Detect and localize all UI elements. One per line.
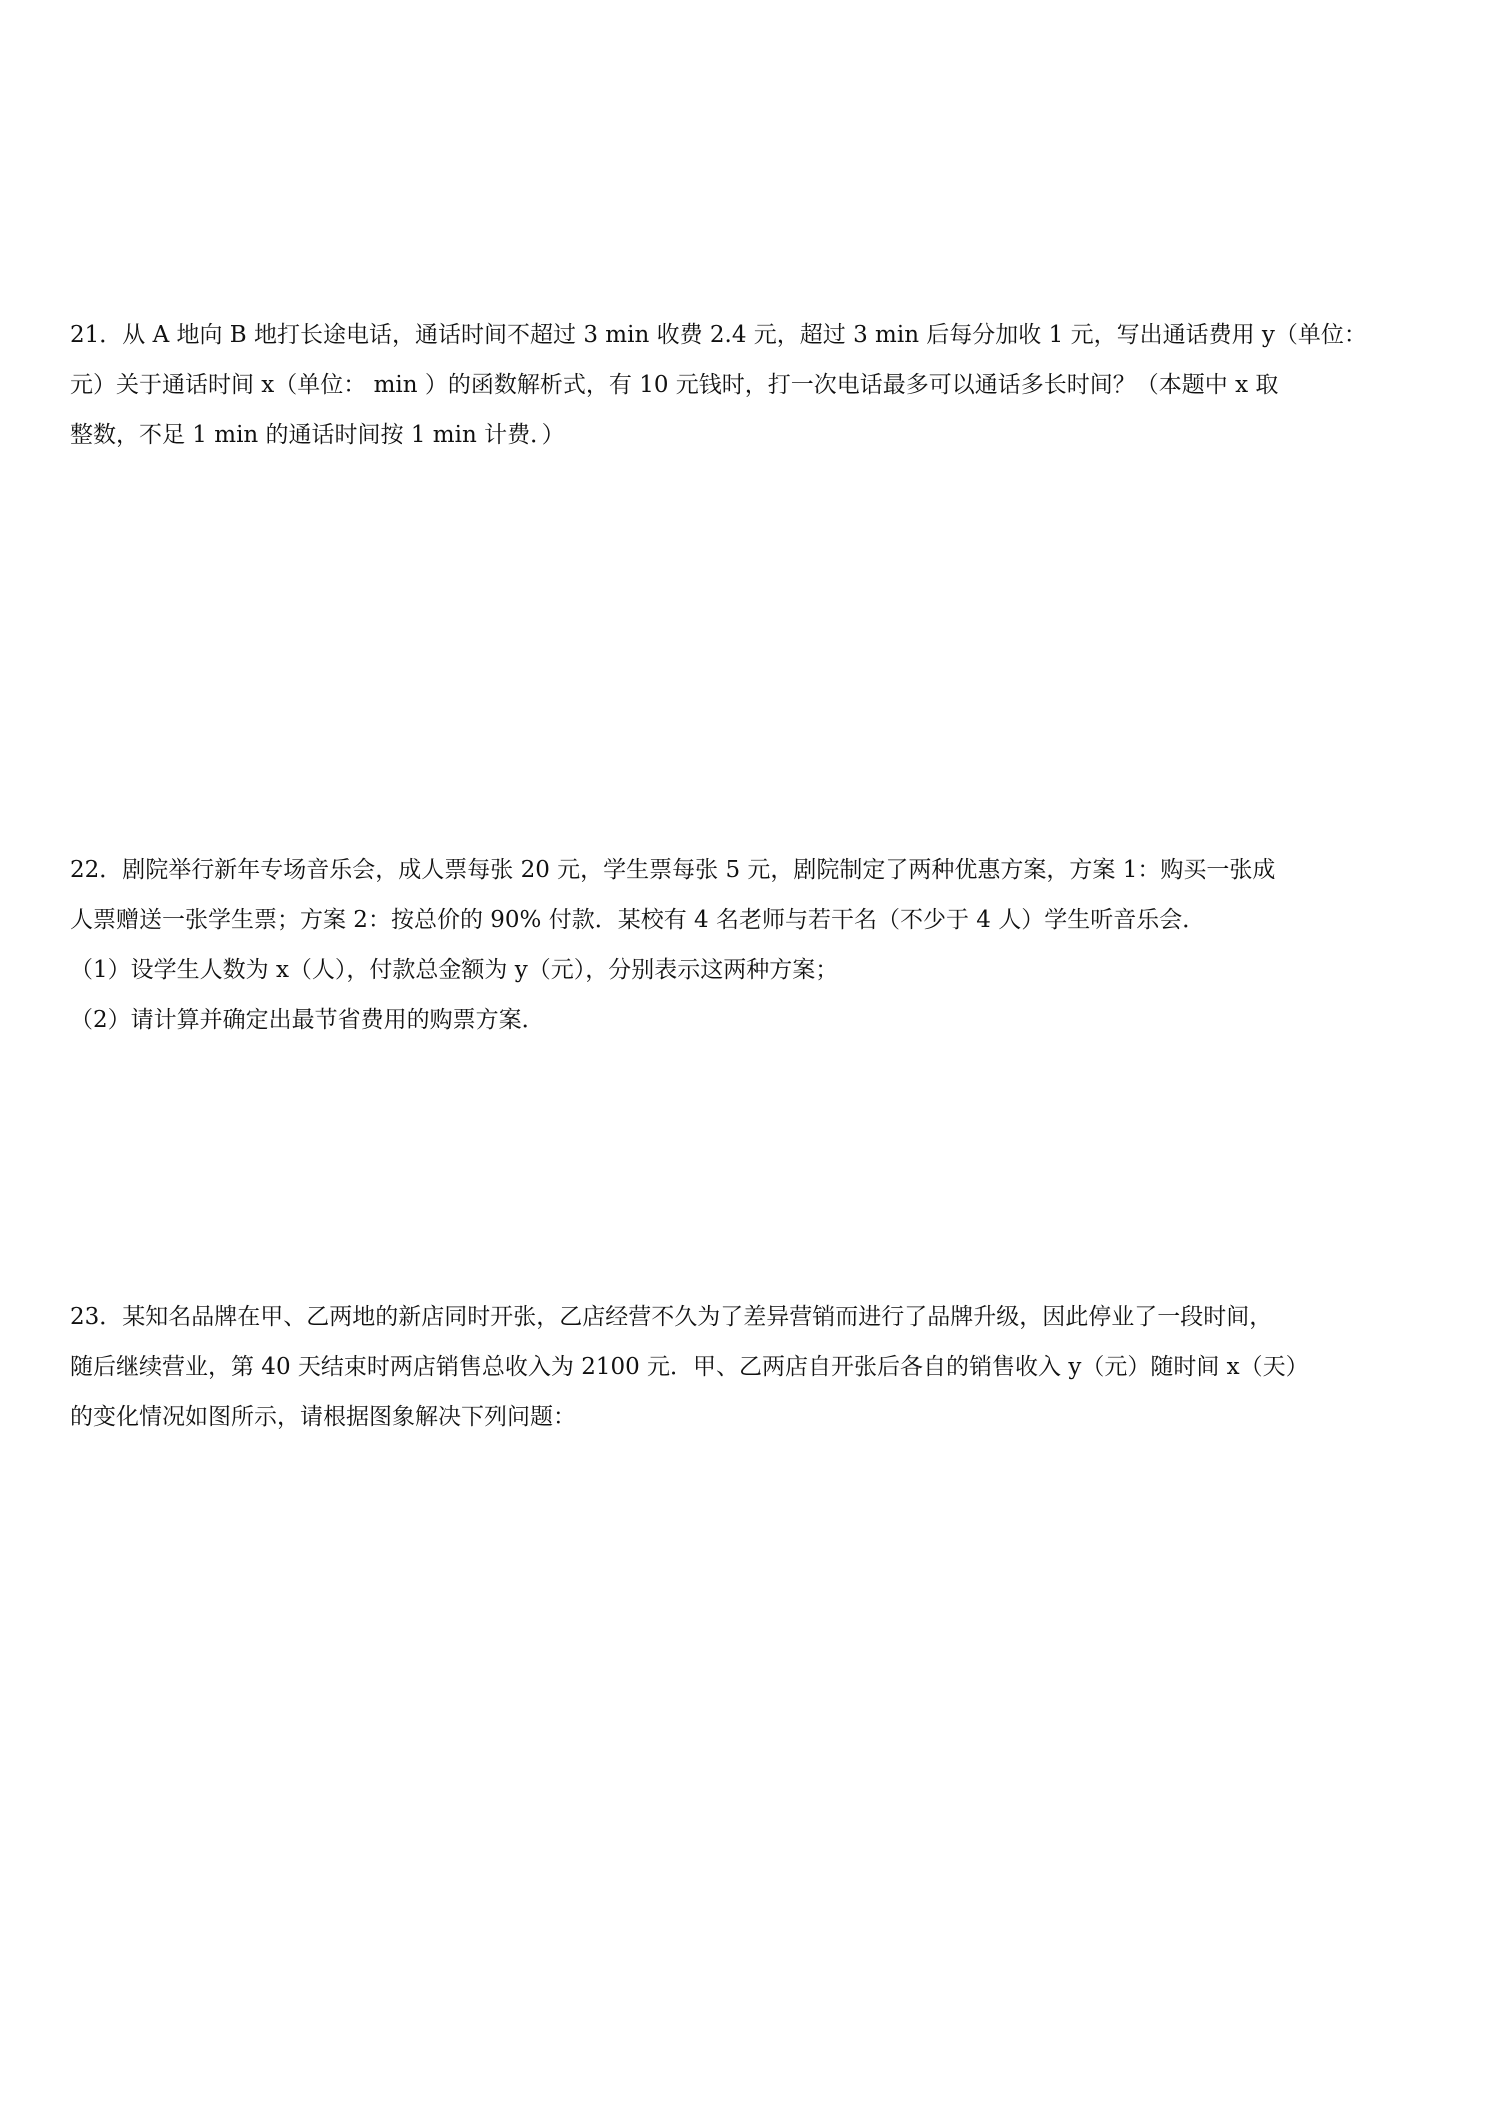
problem-21-line-1: 21．从 A 地向 B 地打长途电话，通话时间不超过 3 min 收费 2.4 元，超过 3 min 后每分加收 1 元，写出通话费用 y（单位： — [70, 322, 1367, 348]
problem-22-subquestion-2: （2）请计算并确定出最节省费用的购票方案． — [70, 1007, 545, 1033]
problem-23-line-1: 23．某知名品牌在甲、乙两地的新店同时开张，乙店经营不久为了差异营销而进行了品牌升级，因此停业了一段时间， — [70, 1304, 1273, 1330]
problem-21 — [70, 310, 1418, 460]
problem-22-subquestion-1: （1）设学生人数为 x（人），付款总金额为 y（元），分别表示这两种方案； — [70, 957, 839, 983]
problem-21-line-3: 整数，不足 1 min 的通话时间按 1 min 计费．） — [70, 422, 565, 448]
problem-23 — [70, 1292, 1418, 1442]
problem-22-line-1: 22．剧院举行新年专场音乐会，成人票每张 20 元，学生票每张 5 元，剧院制定了两种优惠方案，方案 1：购买一张成 — [70, 857, 1276, 883]
problem-23-line-2: 随后继续营业，第 40 天结束时两店销售总收入为 2100 元．甲、乙两店自开张后各自的销售收入 y（元）随时间 x（天） — [70, 1354, 1309, 1380]
problem-22-line-2: 人票赠送一张学生票；方案 2：按总价的 90% 付款．某校有 4 名老师与若干名（不少于 4 人）学生听音乐会． — [70, 907, 1206, 933]
problem-23-line-3: 的变化情况如图所示，请根据图象解决下列问题： — [70, 1404, 576, 1430]
problem-22 — [70, 845, 1418, 1045]
problem-21-line-2: 元）关于通话时间 x（单位： min ）的函数解析式，有 10 元钱时，打一次电话最多可以通话多长时间？（本题中 x 取 — [70, 372, 1279, 398]
